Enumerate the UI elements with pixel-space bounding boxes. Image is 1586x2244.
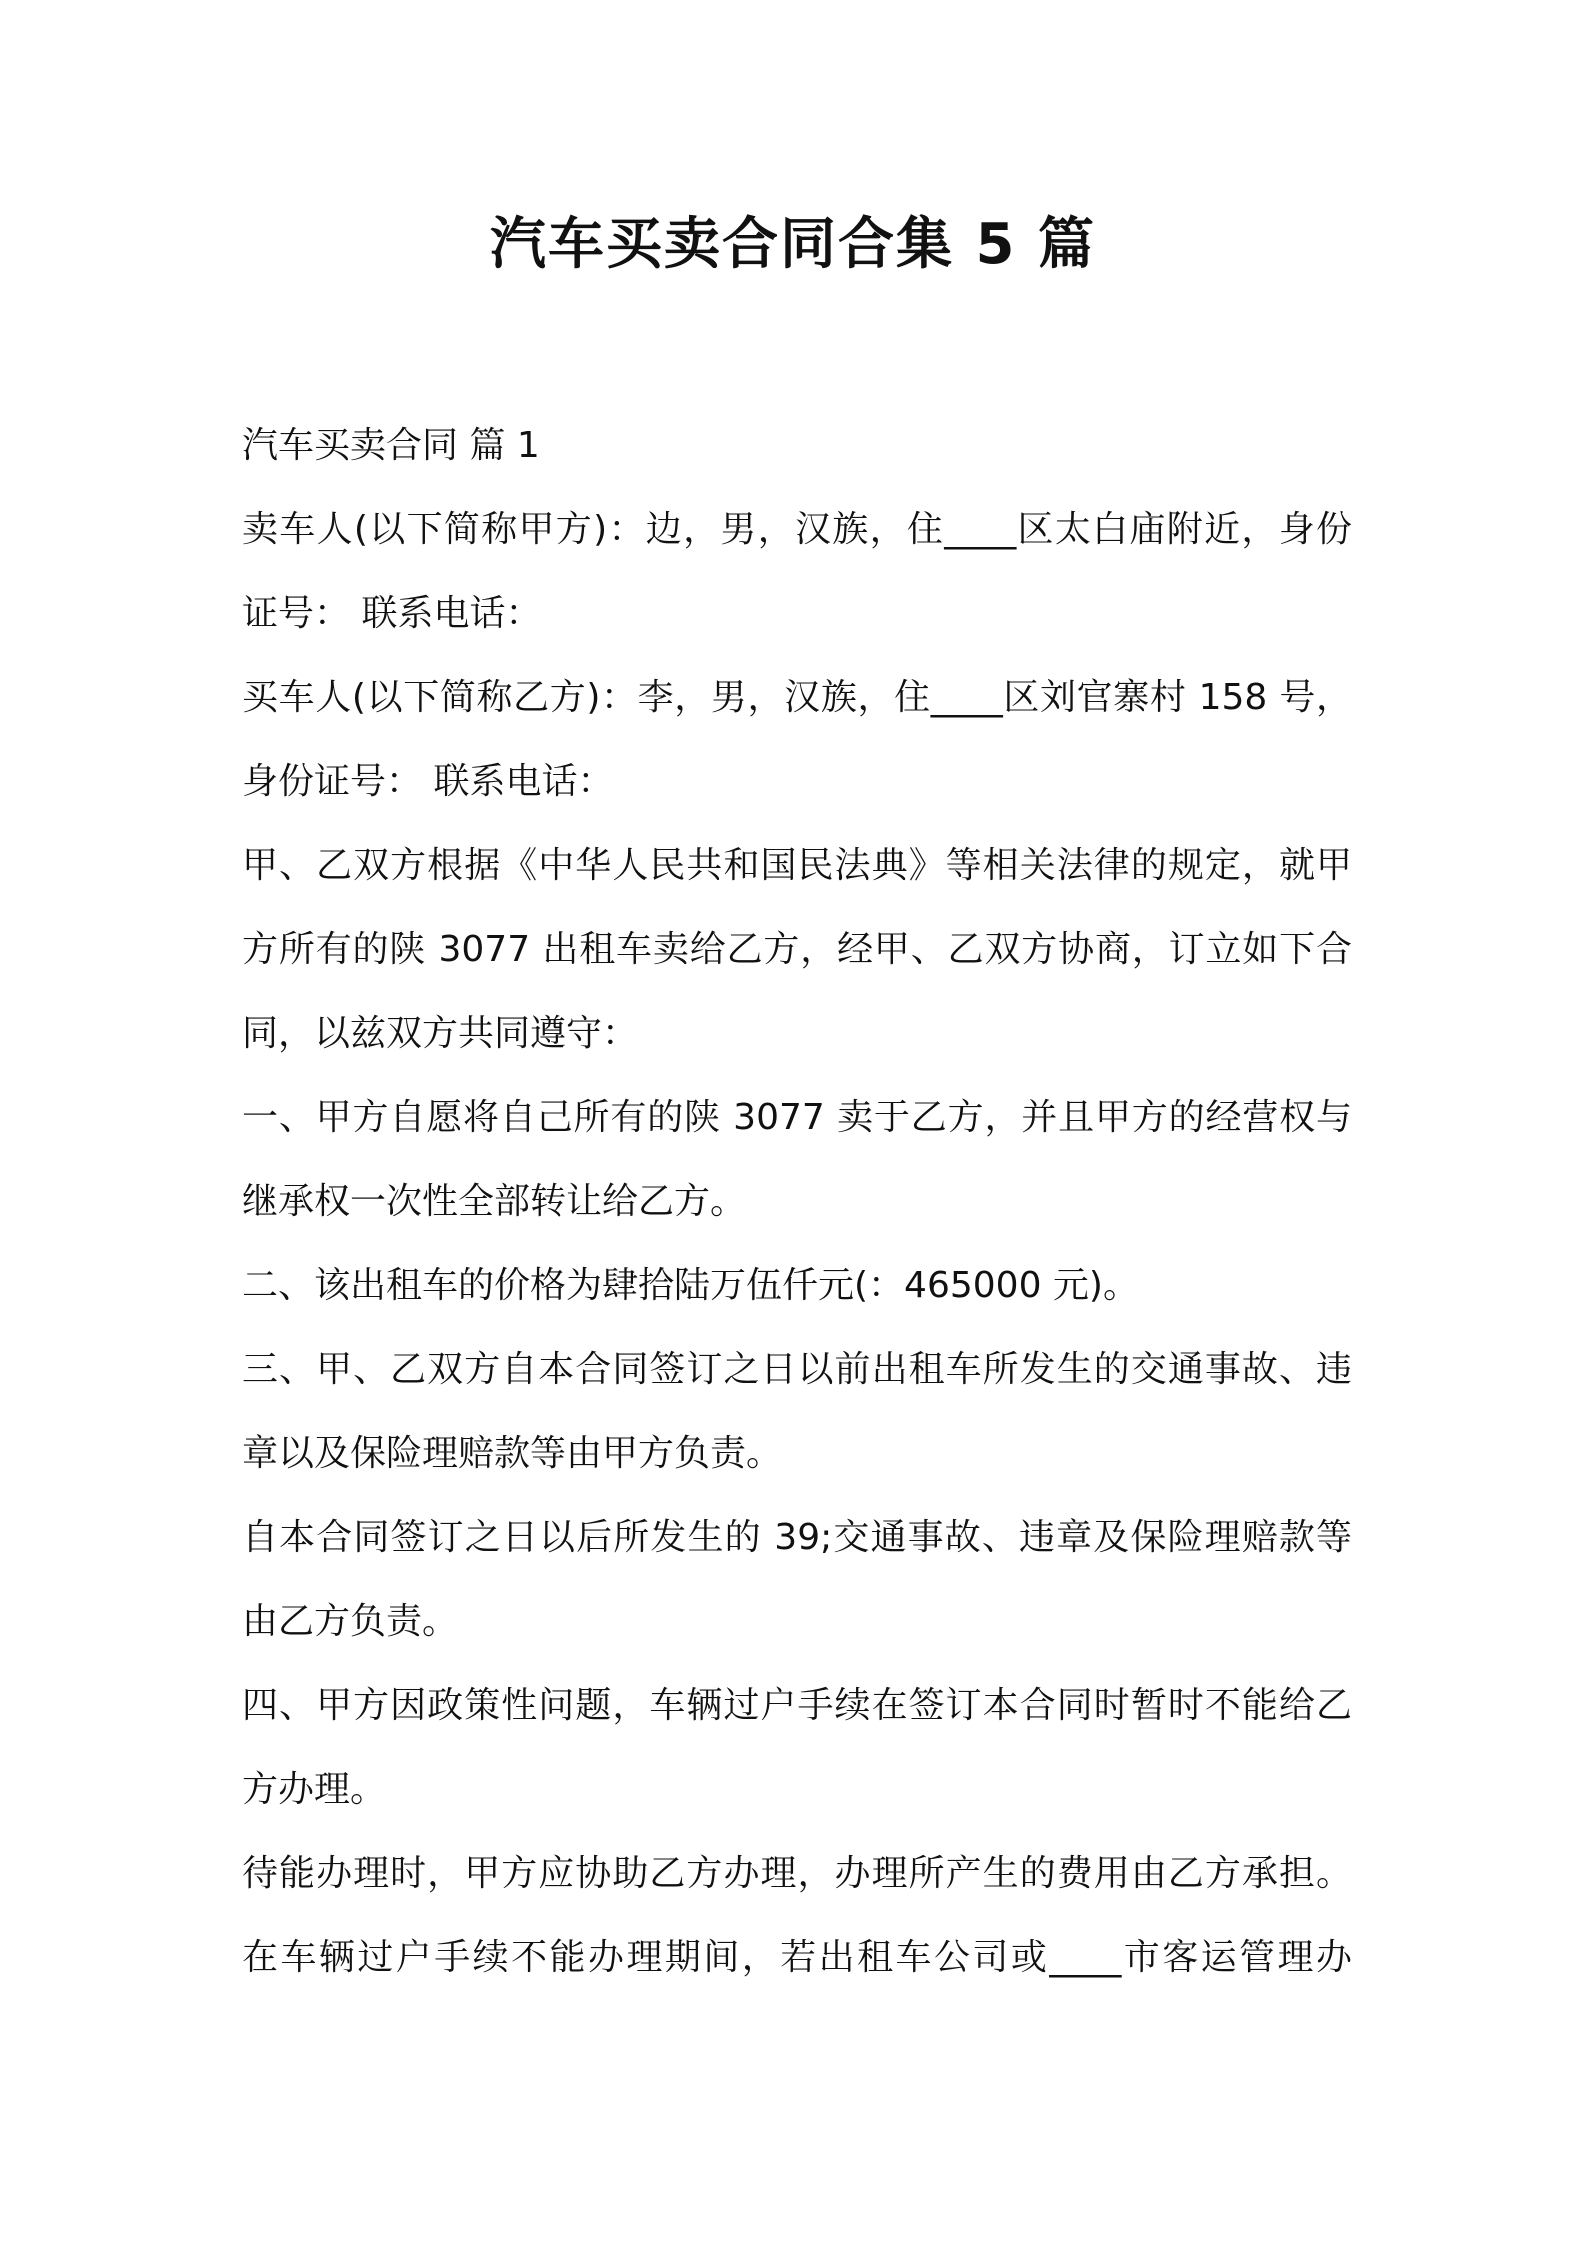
text-line: 章以及保险理赔款等由甲方负责。 xyxy=(242,1433,783,1474)
text-line: 甲、乙双方根据《中华人民共和国民法典》等相关法律的规定，就甲 xyxy=(242,845,1352,886)
text-line: 由乙方负责。 xyxy=(242,1601,459,1642)
text-line: 方办理。 xyxy=(242,1769,387,1810)
text-line: 继承权一次性全部转让给乙方。 xyxy=(242,1181,747,1222)
text-line: 四、甲方因政策性问题，车辆过户手续在签订本合同时暂时不能给乙 xyxy=(242,1685,1352,1726)
text-line: 卖车人(以下简称甲方)：边，男，汉族，住____区太白庙附近，身份 xyxy=(242,509,1352,550)
document-body xyxy=(242,404,1352,2000)
text-line: 在车辆过户手续不能办理期间，若出租车公司或____市客运管理办 xyxy=(242,1937,1352,1978)
text-line: 自本合同签订之日以后所发生的 39;交通事故、违章及保险理赔款等 xyxy=(242,1517,1352,1558)
document-title: 汽车买卖合同合集 5 篇 xyxy=(490,212,1096,277)
text-line: 方所有的陕 3077 出租车卖给乙方，经甲、乙双方协商，订立如下合 xyxy=(242,929,1352,970)
text-line: 待能办理时，甲方应协助乙方办理，办理所产生的费用由乙方承担。 xyxy=(242,1853,1352,1894)
section-heading: 汽车买卖合同 篇 1 xyxy=(242,425,540,466)
text-line: 一、甲方自愿将自己所有的陕 3077 卖于乙方，并且甲方的经营权与 xyxy=(242,1097,1352,1138)
text-line: 同，以兹双方共同遵守： xyxy=(242,1013,639,1054)
text-line: 身份证号： 联系电话： xyxy=(242,761,614,802)
text-line: 二、该出租车的价格为肆拾陆万伍仟元(：465000 元)。 xyxy=(242,1265,1139,1306)
text-line: 证号： 联系电话： xyxy=(242,593,542,634)
text-line: 三、甲、乙双方自本合同签订之日以前出租车所发生的交通事故、违 xyxy=(242,1349,1352,1390)
text-line: 买车人(以下简称乙方)：李，男，汉族，住____区刘官寨村 158 号， xyxy=(242,677,1352,718)
